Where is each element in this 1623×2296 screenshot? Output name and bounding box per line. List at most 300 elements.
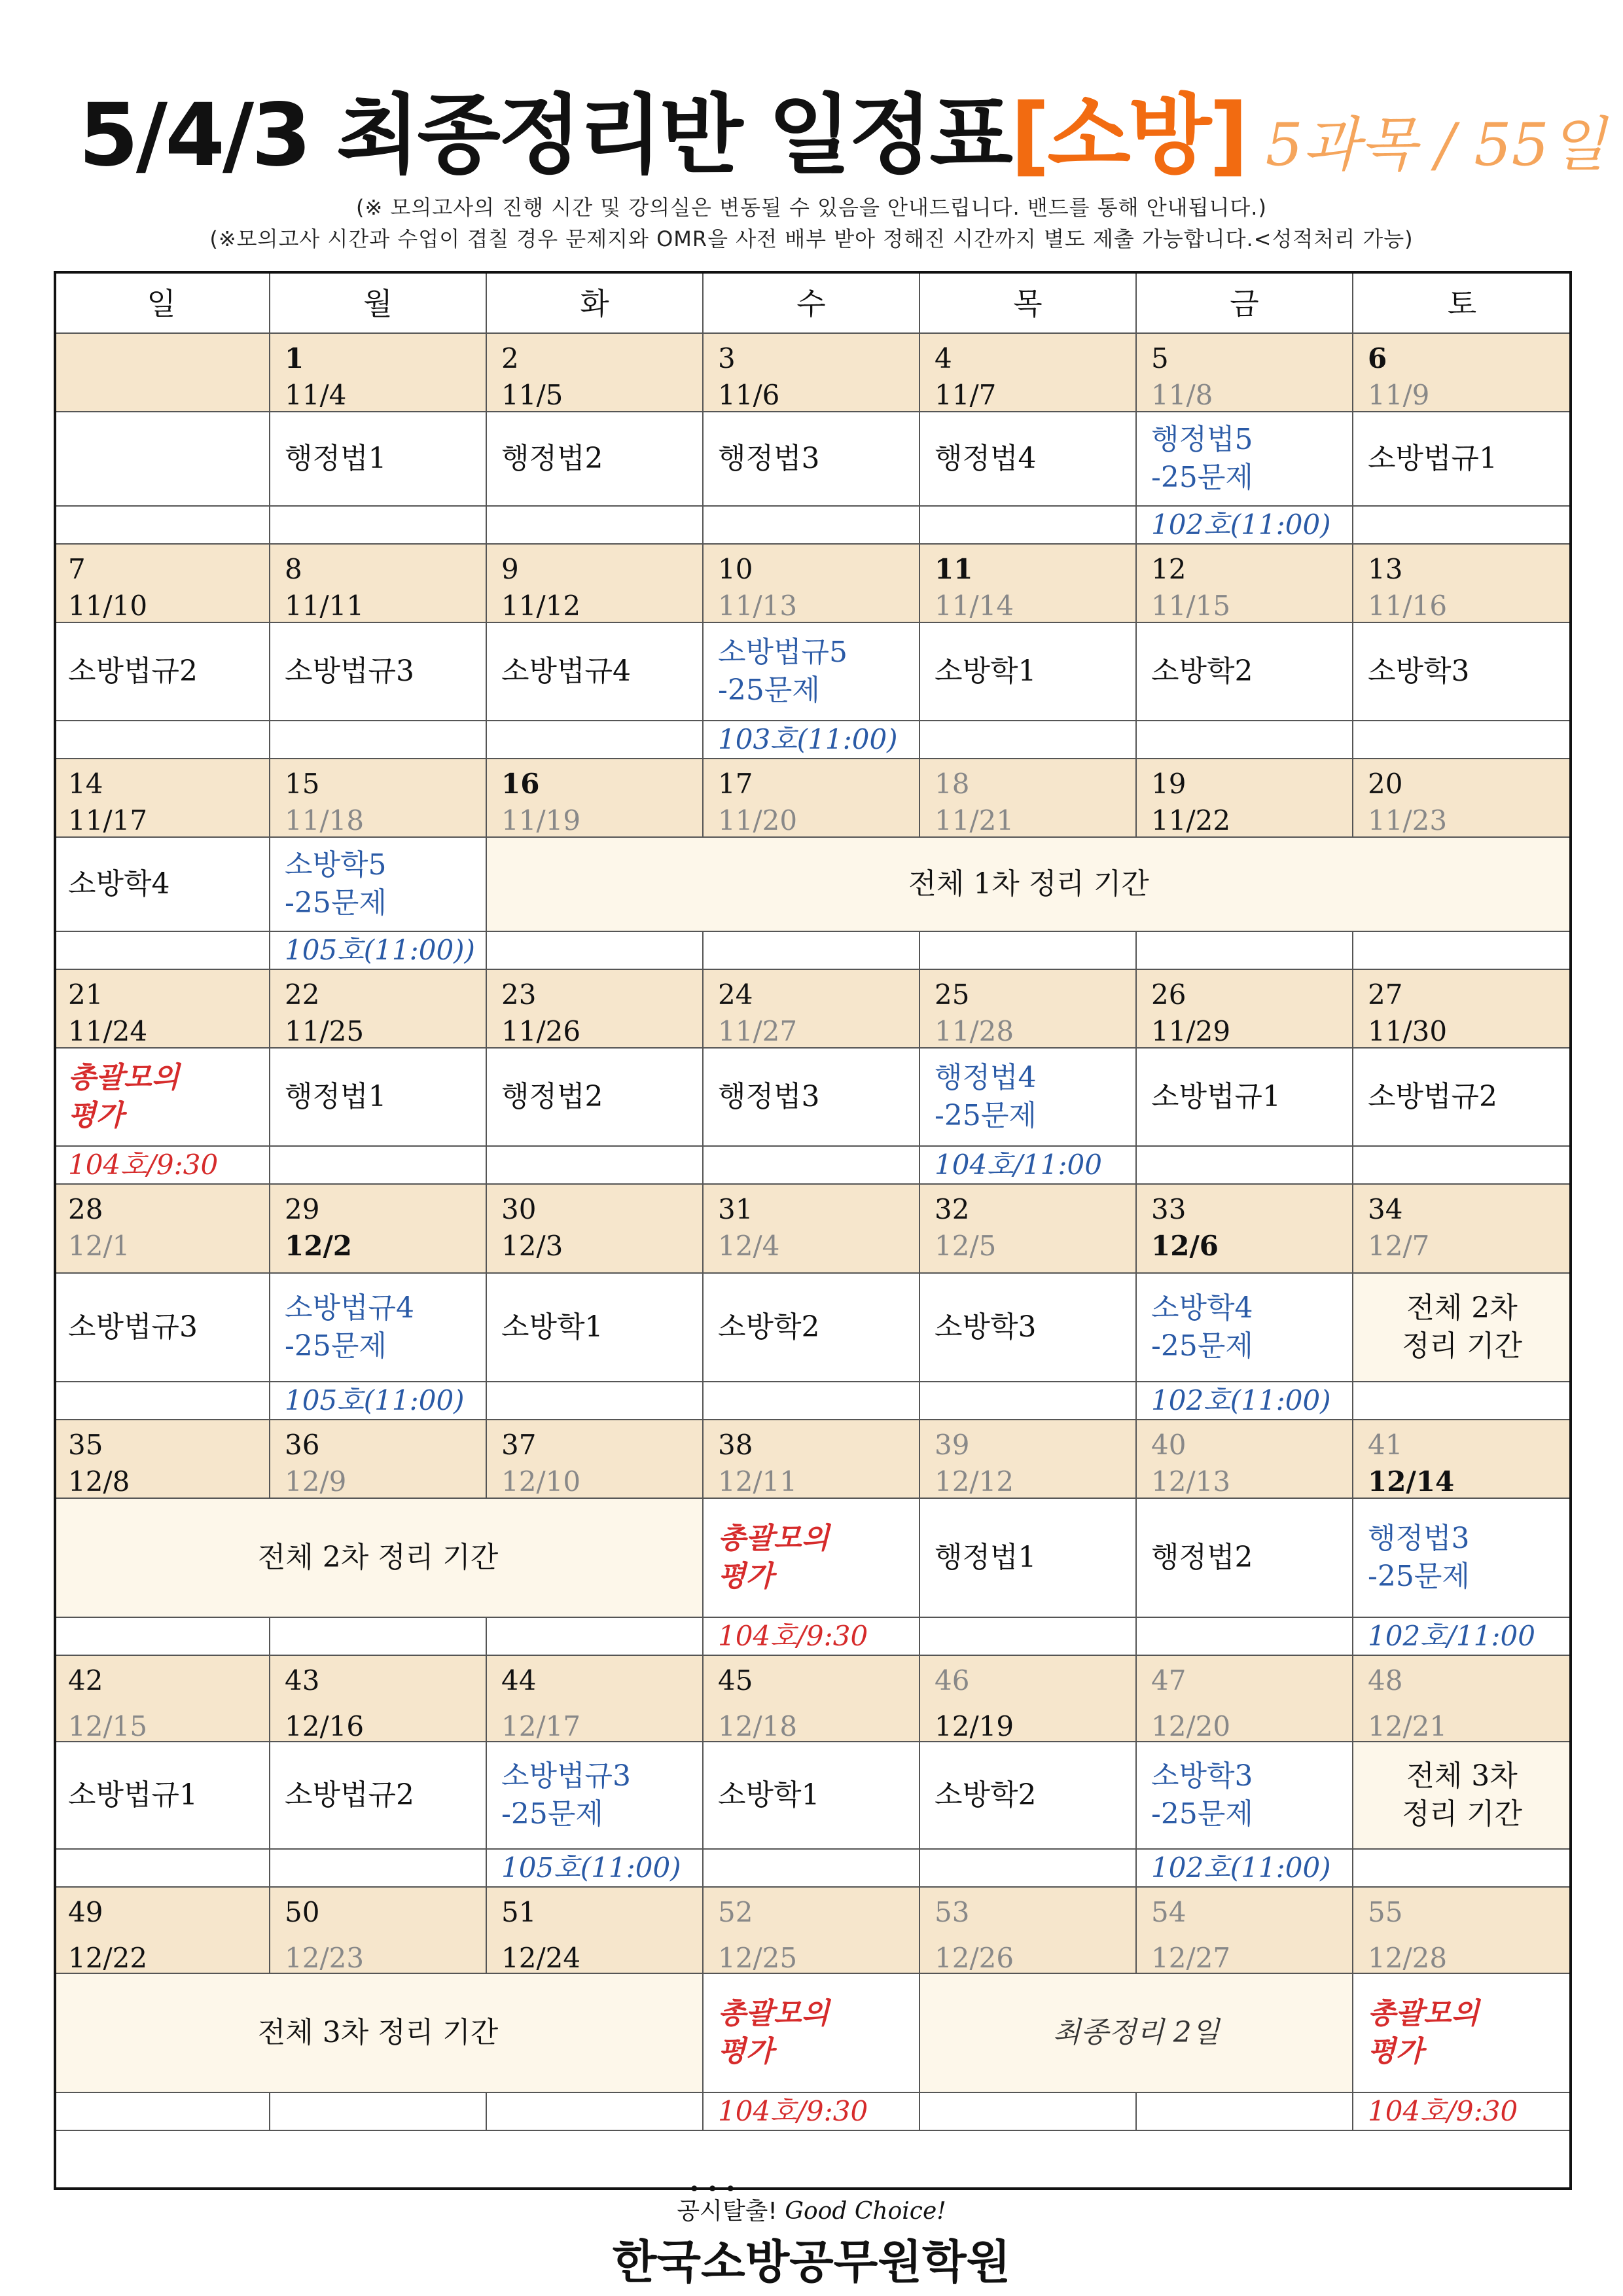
subject-sub-label: -25문제 <box>718 673 820 707</box>
subject-cell <box>487 412 704 507</box>
subject-label: 총괄모의 <box>68 1061 180 1094</box>
calendar-date: 11/22 <box>1151 804 1231 836</box>
mock-exam <box>704 1974 920 2093</box>
room-cell <box>704 932 920 970</box>
calendar-date: 11/27 <box>718 1015 798 1047</box>
calendar-date: 12/26 <box>935 1942 1014 1974</box>
room-cell <box>920 507 1137 545</box>
subject-label: 행정법3 <box>718 442 820 475</box>
day-number: 28 <box>68 1193 103 1225</box>
day-number: 20 <box>1368 768 1403 800</box>
subject-label: 소방학4 <box>1151 1291 1253 1325</box>
date-cell <box>54 1656 270 1742</box>
calendar-date: 11/20 <box>718 804 798 836</box>
room-cell <box>270 1147 487 1185</box>
date-cell <box>54 545 270 623</box>
calendar-date: 12/17 <box>501 1710 581 1742</box>
calendar-date: 11/30 <box>1368 1015 1448 1047</box>
room-time: 105호(11:00) <box>285 1384 465 1416</box>
day-number: 23 <box>501 978 537 1011</box>
subject-sub-label: -25문제 <box>1151 461 1253 494</box>
date-cell <box>54 1888 270 1974</box>
subject-cell <box>920 623 1137 721</box>
calendar-date: 12/3 <box>501 1230 563 1262</box>
room-cell <box>270 1850 487 1888</box>
day-number: 35 <box>68 1429 103 1461</box>
subject-label: 소방법규3 <box>68 1310 198 1344</box>
date-cell <box>54 970 270 1049</box>
room-time: 105호(11:00) <box>501 1852 681 1884</box>
subject-label: 행정법4 <box>935 1061 1037 1094</box>
subject-cell <box>1353 623 1572 721</box>
subject-label: 소방법규5 <box>718 636 848 669</box>
subject-cell <box>1137 1274 1353 1382</box>
subject-label: 소방법규4 <box>285 1291 415 1325</box>
date-cell <box>1353 759 1572 838</box>
weekday-header: 일 <box>54 271 270 334</box>
subject-label: 행정법5 <box>1151 423 1253 456</box>
subject-cell <box>704 412 920 507</box>
date-cell <box>270 1888 487 1974</box>
calendar-date: 12/22 <box>68 1942 148 1974</box>
subject-cell <box>704 1049 920 1147</box>
subject-label: 전체 3차 정리 기간 <box>257 2016 499 2049</box>
calendar-date: 12/7 <box>1368 1230 1430 1262</box>
date-cell <box>1137 1888 1353 1974</box>
subject-label: 행정법1 <box>285 1080 387 1113</box>
room-cell <box>920 1382 1137 1420</box>
day-number: 6 <box>1368 342 1387 374</box>
day-number: 2 <box>501 342 519 374</box>
date-cell <box>704 1420 920 1499</box>
date-cell <box>920 1420 1137 1499</box>
calendar-date: 11/16 <box>1368 590 1448 622</box>
day-number: 37 <box>501 1429 537 1461</box>
date-cell <box>704 970 920 1049</box>
calendar-date: 11/12 <box>501 590 581 622</box>
calendar-date: 12/25 <box>718 1942 798 1974</box>
subject-label: 전체 1차 정리 기간 <box>908 867 1149 901</box>
room-cell <box>270 721 487 759</box>
date-cell <box>54 1185 270 1274</box>
day-number: 26 <box>1151 978 1186 1011</box>
subject-label: 소방법규3 <box>501 1759 632 1793</box>
day-number: 46 <box>935 1664 970 1696</box>
room-cell <box>1137 1618 1353 1656</box>
day-number: 44 <box>501 1664 537 1696</box>
room-cell <box>704 721 920 759</box>
weekday-header: 금 <box>1137 271 1353 334</box>
room-time: 104호/9:30 <box>718 2095 868 2127</box>
subject-sub-label: -25문제 <box>935 1099 1037 1132</box>
title-extra: 5과목 / 55일 <box>1265 111 1606 179</box>
subject-sub-label: -25문제 <box>1151 1329 1253 1363</box>
day-number: 12 <box>1151 553 1186 585</box>
room-cell <box>487 507 704 545</box>
weekday-header: 토 <box>1353 271 1572 334</box>
room-cell <box>54 507 270 545</box>
calendar-date: 11/8 <box>1151 379 1213 411</box>
subject-cell <box>487 1742 704 1850</box>
room-cell <box>920 932 1137 970</box>
day-number: 34 <box>1368 1193 1403 1225</box>
room-cell <box>1137 1850 1353 1888</box>
subject-sub-label: 정리 기간 <box>1401 1797 1522 1831</box>
subject-cell <box>1137 623 1353 721</box>
day-number: 47 <box>1151 1664 1186 1696</box>
calendar-date: 12/14 <box>1368 1465 1455 1498</box>
day-number: 33 <box>1151 1193 1186 1225</box>
room-cell <box>704 2093 920 2131</box>
room-cell <box>1353 1147 1572 1185</box>
day-number: 45 <box>718 1664 753 1696</box>
subject-cell <box>1353 1049 1572 1147</box>
room-time: 104호/9:30 <box>1368 2095 1518 2127</box>
room-time: 104호/9:30 <box>718 1620 868 1652</box>
subject-label: 행정법2 <box>501 442 603 475</box>
room-cell <box>920 721 1137 759</box>
period-banner <box>1353 1742 1572 1850</box>
date-cell <box>1353 970 1572 1049</box>
day-number: 25 <box>935 978 970 1011</box>
date-cell <box>1353 1888 1572 1974</box>
day-number: 48 <box>1368 1664 1403 1696</box>
period-banner <box>920 1974 1353 2093</box>
room-cell <box>704 1618 920 1656</box>
calendar-date: 11/13 <box>718 590 798 622</box>
subject-label: 소방학3 <box>1368 655 1470 688</box>
subject-sub-label: -25문제 <box>285 886 387 920</box>
date-cell <box>1353 1656 1572 1742</box>
date-cell <box>1137 1656 1353 1742</box>
date-cell <box>270 1656 487 1742</box>
date-cell <box>270 1185 487 1274</box>
room-cell <box>1353 1618 1572 1656</box>
day-number: 21 <box>68 978 103 1011</box>
date-cell <box>920 334 1137 412</box>
subject-label: 소방법규3 <box>285 655 415 688</box>
day-number: 13 <box>1368 553 1403 585</box>
date-cell <box>54 759 270 838</box>
period-banner <box>487 838 1572 932</box>
room-cell <box>487 1382 704 1420</box>
subject-label: 소방법규2 <box>1368 1080 1498 1113</box>
subject-cell <box>1353 412 1572 507</box>
room-time: 102호/11:00 <box>1368 1620 1535 1652</box>
subject-label: 전체 3차 <box>1406 1759 1518 1793</box>
subject-cell <box>1137 1499 1353 1618</box>
weekday-header: 월 <box>270 271 487 334</box>
room-time: 102호(11:00) <box>1151 509 1331 541</box>
calendar-date: 12/15 <box>68 1710 148 1742</box>
room-cell <box>270 2093 487 2131</box>
date-cell <box>920 1185 1137 1274</box>
date-cell <box>270 759 487 838</box>
date-cell <box>54 334 270 412</box>
room-cell <box>704 1147 920 1185</box>
mock-exam <box>704 1499 920 1618</box>
subject-sub-label: -25문제 <box>1368 1560 1470 1593</box>
calendar-date: 12/27 <box>1151 1942 1231 1974</box>
day-number: 54 <box>1151 1896 1186 1928</box>
room-cell <box>54 1850 270 1888</box>
day-number: 49 <box>68 1896 103 1928</box>
date-cell <box>920 970 1137 1049</box>
subject-sub-label: -25문제 <box>285 1329 387 1363</box>
footer-slogan <box>0 2193 1623 2226</box>
calendar-date: 11/17 <box>68 804 148 836</box>
calendar-date: 12/10 <box>501 1465 581 1498</box>
subject-label: 소방학1 <box>935 655 1037 688</box>
room-cell <box>270 1382 487 1420</box>
subject-sub-label: 정리 기간 <box>1401 1329 1522 1363</box>
date-cell <box>487 759 704 838</box>
calendar-date: 12/1 <box>68 1230 130 1262</box>
subject-cell <box>54 1742 270 1850</box>
day-number: 30 <box>501 1193 537 1225</box>
calendar-date: 11/19 <box>501 804 581 836</box>
room-cell <box>54 721 270 759</box>
day-number: 39 <box>935 1429 970 1461</box>
date-cell <box>487 1888 704 1974</box>
subject-label: 행정법4 <box>935 442 1037 475</box>
room-cell <box>920 2093 1137 2131</box>
room-time: 102호(11:00) <box>1151 1852 1331 1884</box>
calendar-date: 11/21 <box>935 804 1014 836</box>
mock-exam <box>1353 1974 1572 2093</box>
subject-label: 소방법규4 <box>501 655 632 688</box>
date-cell <box>1137 334 1353 412</box>
room-time: 102호(11:00) <box>1151 1384 1331 1416</box>
subject-label: 행정법2 <box>1151 1541 1253 1574</box>
subject-cell <box>54 838 270 932</box>
room-time: 104호/11:00 <box>935 1149 1102 1181</box>
day-number: 18 <box>935 768 970 800</box>
room-cell <box>920 1618 1137 1656</box>
day-number: 53 <box>935 1896 970 1928</box>
subject-cell <box>54 412 270 507</box>
calendar-date: 12/21 <box>1368 1710 1448 1742</box>
subject-cell <box>1353 1499 1572 1618</box>
subject-label: 행정법2 <box>501 1080 603 1113</box>
slogan-english: Good Choice! <box>785 2198 946 2225</box>
subject-sub-label: 평가 <box>1368 2035 1424 2068</box>
room-cell <box>270 932 487 970</box>
subject-cell <box>54 623 270 721</box>
room-cell <box>704 1850 920 1888</box>
room-time: 105호(11:00)) <box>285 934 475 966</box>
subject-label: 행정법3 <box>1368 1522 1470 1555</box>
subject-cell <box>270 1274 487 1382</box>
room-cell <box>920 1850 1137 1888</box>
subject-label: 전체 2차 <box>1406 1291 1518 1325</box>
day-number: 38 <box>718 1429 753 1461</box>
room-cell <box>1353 1850 1572 1888</box>
notice-line-1: (※ 모의고사의 진행 시간 및 강의실은 변동될 수 있음을 안내드립니다. 밴드를 통해 안내됩니다.) <box>356 195 1267 220</box>
subject-label: 소방학2 <box>718 1310 820 1344</box>
day-number: 43 <box>285 1664 320 1696</box>
room-cell <box>270 507 487 545</box>
day-number: 50 <box>285 1896 320 1928</box>
subject-cell <box>920 1049 1137 1147</box>
date-cell <box>270 334 487 412</box>
calendar-date: 11/5 <box>501 379 563 411</box>
date-cell <box>704 1185 920 1274</box>
subject-sub-label: 평가 <box>718 1560 774 1593</box>
date-cell <box>1353 334 1572 412</box>
subject-label: 소방학2 <box>935 1778 1037 1812</box>
day-number: 15 <box>285 768 320 800</box>
room-time: 104호/9:30 <box>68 1149 219 1181</box>
date-cell <box>1137 970 1353 1049</box>
day-number: 27 <box>1368 978 1403 1011</box>
subject-cell <box>920 1499 1137 1618</box>
room-cell <box>1137 721 1353 759</box>
day-number: 10 <box>718 553 753 585</box>
day-number: 55 <box>1368 1896 1403 1928</box>
room-cell <box>1137 932 1353 970</box>
date-cell <box>487 970 704 1049</box>
room-cell <box>54 2093 270 2131</box>
calendar-date: 12/18 <box>718 1710 798 1742</box>
calendar-date: 11/28 <box>935 1015 1014 1047</box>
calendar-date: 11/9 <box>1368 379 1430 411</box>
room-cell <box>487 1618 704 1656</box>
room-cell <box>1353 1382 1572 1420</box>
day-number: 5 <box>1151 342 1169 374</box>
subject-cell <box>704 1274 920 1382</box>
subject-sub-label: 평가 <box>68 1099 124 1132</box>
calendar-date: 12/13 <box>1151 1465 1231 1498</box>
date-cell <box>270 545 487 623</box>
date-cell <box>1353 1185 1572 1274</box>
subject-cell <box>487 1274 704 1382</box>
subject-cell <box>487 1049 704 1147</box>
subject-label: 소방학1 <box>718 1778 820 1812</box>
day-number: 3 <box>718 342 736 374</box>
date-cell <box>920 1656 1137 1742</box>
calendar-date: 12/16 <box>285 1710 365 1742</box>
calendar-date: 12/24 <box>501 1942 581 1974</box>
subject-label: 총괄모의 <box>718 1522 830 1555</box>
room-cell <box>1137 507 1353 545</box>
room-cell <box>704 507 920 545</box>
subject-sub-label: -25문제 <box>1151 1797 1253 1831</box>
room-cell <box>487 1850 704 1888</box>
subject-label: 총괄모의 <box>1368 1997 1480 2030</box>
calendar-date: 12/2 <box>285 1230 353 1262</box>
day-number: 9 <box>501 553 519 585</box>
subject-label: 소방법규2 <box>68 655 198 688</box>
subject-cell <box>920 412 1137 507</box>
subject-cell <box>920 1274 1137 1382</box>
date-cell <box>704 545 920 623</box>
day-number: 8 <box>285 553 302 585</box>
subject-sub-label: 평가 <box>718 2035 774 2068</box>
room-cell <box>487 1147 704 1185</box>
subject-cell <box>54 1274 270 1382</box>
room-cell <box>1137 1147 1353 1185</box>
subject-label: 행정법1 <box>935 1541 1037 1574</box>
day-number: 31 <box>718 1193 753 1225</box>
subject-sub-label: -25문제 <box>501 1797 603 1831</box>
room-cell <box>1353 2093 1572 2131</box>
date-cell <box>704 759 920 838</box>
page-title <box>79 65 1606 186</box>
room-cell <box>704 1382 920 1420</box>
day-number: 19 <box>1151 768 1186 800</box>
subject-cell <box>270 623 487 721</box>
subject-label: 소방학5 <box>285 848 387 882</box>
subject-cell <box>704 623 920 721</box>
room-cell <box>487 2093 704 2131</box>
subject-cell <box>920 1742 1137 1850</box>
room-cell <box>920 1147 1137 1185</box>
subject-cell <box>270 1742 487 1850</box>
room-time: 103호(11:00) <box>718 723 898 755</box>
title-category: [소방] <box>1010 85 1246 186</box>
date-cell <box>920 545 1137 623</box>
day-number: 17 <box>718 768 753 800</box>
subject-cell <box>1137 1742 1353 1850</box>
day-number: 42 <box>68 1664 103 1696</box>
day-number: 16 <box>501 768 540 800</box>
subject-label: 소방법규1 <box>1368 442 1498 475</box>
subject-cell <box>487 623 704 721</box>
day-number: 7 <box>68 553 86 585</box>
room-cell <box>1353 932 1572 970</box>
subject-label: 총괄모의 <box>718 1997 830 2030</box>
subject-label: 소방학1 <box>501 1310 603 1344</box>
calendar-date: 11/25 <box>285 1015 365 1047</box>
subject-label: 소방학3 <box>1151 1759 1253 1793</box>
day-number: 1 <box>285 342 304 374</box>
date-cell <box>487 1420 704 1499</box>
calendar-date: 11/23 <box>1368 804 1448 836</box>
calendar-date: 11/15 <box>1151 590 1231 622</box>
calendar-date: 12/5 <box>935 1230 997 1262</box>
calendar-date: 12/28 <box>1368 1942 1448 1974</box>
room-cell <box>1137 2093 1353 2131</box>
date-cell <box>1137 1420 1353 1499</box>
calendar-date: 11/29 <box>1151 1015 1231 1047</box>
subject-label: 소방법규2 <box>285 1778 415 1812</box>
calendar-date: 12/20 <box>1151 1710 1231 1742</box>
date-cell <box>1137 545 1353 623</box>
day-number: 40 <box>1151 1429 1186 1461</box>
logo-dots: ••• <box>688 2178 743 2201</box>
date-cell <box>920 1888 1137 1974</box>
room-cell <box>487 721 704 759</box>
calendar-date: 11/7 <box>935 379 997 411</box>
schedule-calendar <box>54 271 1572 2190</box>
calendar-date: 11/6 <box>718 379 780 411</box>
day-number: 24 <box>718 978 753 1011</box>
academy-name: 한국소방공무원학원 <box>612 2235 1011 2289</box>
subject-label: 소방법규1 <box>1151 1080 1281 1113</box>
date-cell <box>704 334 920 412</box>
date-cell <box>704 1656 920 1742</box>
day-number: 22 <box>285 978 320 1011</box>
day-number: 14 <box>68 768 103 800</box>
weekday-header: 수 <box>704 271 920 334</box>
calendar-date: 12/12 <box>935 1465 1014 1498</box>
date-cell <box>270 970 487 1049</box>
room-cell <box>1353 507 1572 545</box>
calendar-date: 12/8 <box>68 1465 130 1498</box>
calendar-date: 11/24 <box>68 1015 148 1047</box>
date-cell <box>920 759 1137 838</box>
